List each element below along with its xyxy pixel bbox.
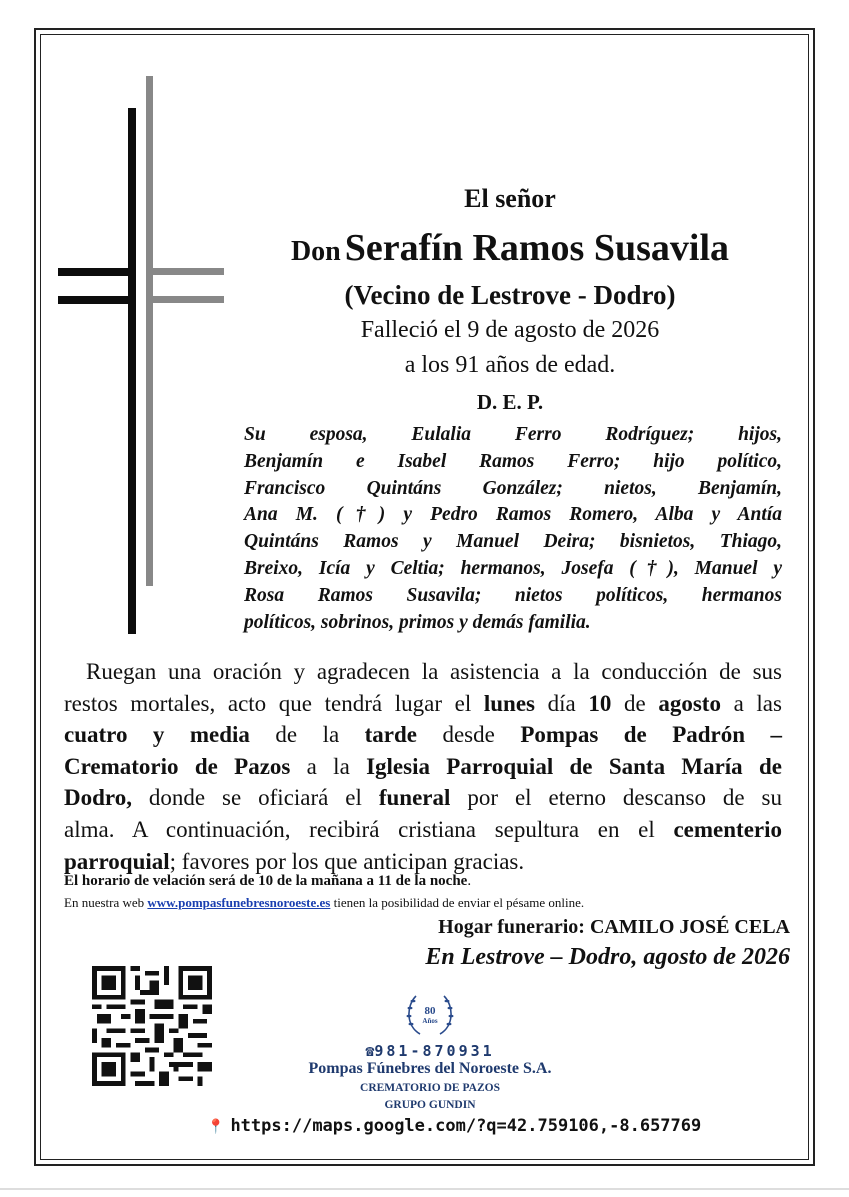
family-line: Quintáns Ramos y Manuel Deira; bisnietos, Thiago, <box>244 531 782 553</box>
ceremony-text <box>64 656 782 877</box>
family-list <box>244 422 782 636</box>
website-link[interactable]: www.pompasfunebresnoroeste.es <box>147 895 331 910</box>
family-line: políticos, sobrinos, primos y demás familia. <box>244 611 591 633</box>
funeral-home: Hogar funerario: CAMILO JOSÉ CELA <box>438 916 790 938</box>
body-line: parroquial; favores por los que anticipan gracias. <box>64 848 525 874</box>
phone-number[interactable]: ☎981-870931 <box>365 1042 495 1060</box>
deceased-name <box>240 226 780 270</box>
body-line: Ruegan una oración y agradecen la asistencia a la conducción de sus <box>86 659 782 684</box>
crematorio-label: CREMATORIO DE PAZOS <box>360 1082 500 1094</box>
location-pin-icon: 📍 <box>207 1119 225 1135</box>
place-date: En Lestrove – Dodro, agosto de 2026 <box>425 944 790 970</box>
name-prefix: Don <box>290 236 341 267</box>
maps-link[interactable]: 📍 https://maps.google.com/?q=42.759106,-8.657769 <box>207 1116 702 1136</box>
family-line: Rosa Ramos Susavila; nietos políticos, hermanos <box>244 584 782 606</box>
company-name: Pompas Fúnebres del Noroeste S.A. <box>308 1060 552 1077</box>
death-date: Falleció el 9 de agosto de 2026 <box>360 317 660 343</box>
body-line: cuatro y media de la tarde desde Pompas de Padrón – <box>64 722 782 748</box>
family-line: Francisco Quintáns González; nietos, Benjamín, <box>244 477 782 499</box>
group-label: GRUPO GUNDIN <box>384 1099 476 1111</box>
title: El señor <box>464 184 556 213</box>
qr-code[interactable] <box>92 966 212 1086</box>
anniversary-logo <box>400 990 460 1040</box>
phone-icon: ☎ <box>365 1042 375 1060</box>
dep-label: D. E. P. <box>476 390 544 414</box>
web-notice: En nuestra web www.pompasfunebresnoroeste.es tienen la posibilidad de enviar el pésame online. <box>64 895 585 910</box>
residence: (Vecino de Lestrove - Dodro) <box>344 280 676 310</box>
body-line: Crematorio de Pazos a la Iglesia Parroquial de Santa María de <box>64 753 782 779</box>
svg-text:Años: Años <box>422 1017 438 1025</box>
wake-hours: El horario de velación será de 10 de la mañana a 11 de la noche. <box>64 873 472 889</box>
family-line: Ana M. (†) y Pedro Ramos Romero, Alba y Antía <box>244 504 782 526</box>
family-line: Benjamín e Isabel Ramos Ferro; hijo político, <box>244 450 782 472</box>
page-edge <box>0 1188 849 1190</box>
age: a los 91 años de edad. <box>404 352 616 378</box>
name-text: Serafín Ramos Susavila <box>344 227 730 269</box>
body-line: Dodro, donde se oficiará el funeral por el eterno descanso de su <box>64 785 782 811</box>
body-line: restos mortales, acto que tendrá lugar el lunes día 10 de agosto a las <box>64 690 782 716</box>
family-line: Su esposa, Eulalia Ferro Rodríguez; hijos, <box>244 424 782 445</box>
family-line: Breixo, Icía y Celtia; hermanos, Josefa (†), Manuel y <box>244 557 782 579</box>
body-line: alma. A continuación, recibirá cristiana sepultura en el cementerio <box>64 816 782 842</box>
svg-text:80: 80 <box>424 1005 436 1017</box>
